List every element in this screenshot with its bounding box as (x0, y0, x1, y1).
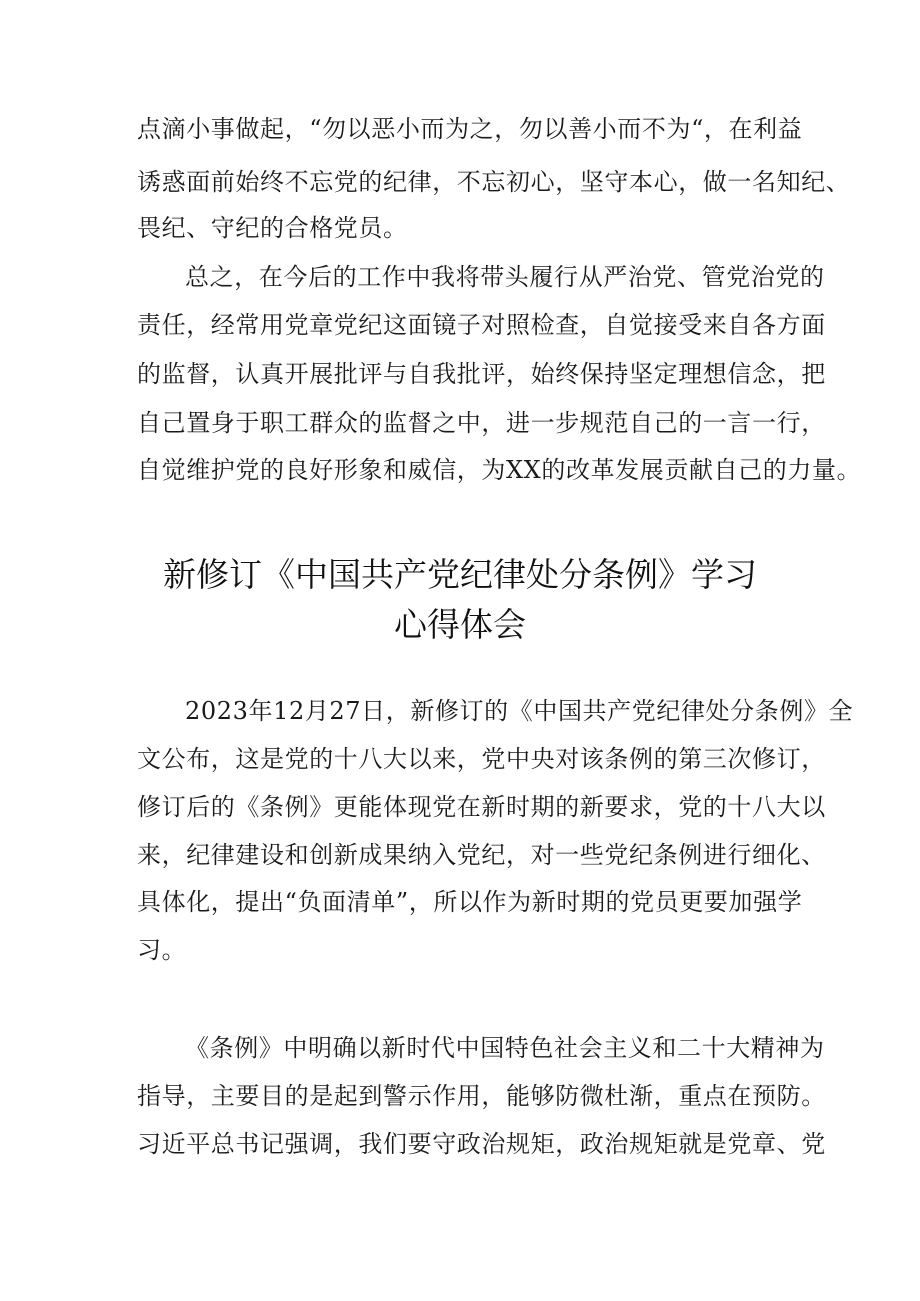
heading-line-1: 新修订《中国共产党纪律处分条例》学习 (163, 555, 757, 594)
text-line: 文公布，这是党的十八大以来，党中央对该条例的第三次修订， (137, 745, 826, 773)
text-line: 2023年12月27日，新修订的《中国共产党纪律处分条例》全 (185, 697, 854, 725)
text-line: 修订后的《条例》更能体现党在新时期的新要求，党的十八大以 (137, 793, 826, 821)
text-line: 的监督，认真开展批评与自我批评，始终保持坚定理想信念，把 (137, 360, 826, 388)
text-line: 点滴小事做起，“勿以恶小而为之，勿以善小而不为“，在利益 (137, 115, 803, 143)
text-line: 自觉维护党的良好形象和威信，为XX的改革发展贡献自己的力量。 (137, 456, 862, 484)
text-line: 《条例》中明确以新时代中国特色社会主义和二十大精神为 (185, 1034, 825, 1062)
text-line: 具体化，提出“负面清单”，所以作为新时期的党员更要加强学 (137, 888, 803, 916)
text-line: 习近平总书记强调，我们要守政治规矩，政治规矩就是党章、党 (137, 1130, 826, 1158)
text-line: 来，纪律建设和创新成果纳入党纪，对一些党纪条例进行细化、 (137, 841, 826, 869)
text-line: 指导，主要目的是起到警示作用，能够防微杜渐，重点在预防。 (137, 1082, 826, 1110)
heading-line-2: 心得体会 (394, 605, 526, 644)
text-line: 责任，经常用党章党纪这面镜子对照检查，自觉接受来自各方面 (137, 311, 826, 339)
text-line: 总之，在今后的工作中我将带头履行从严治党、管党治党的 (185, 263, 825, 291)
text-line: 畏纪、守纪的合格党员。 (137, 214, 408, 242)
text-line: 习。 (137, 936, 187, 964)
text-line: 自己置身于职工群众的监督之中，进一步规范自己的一言一行， (137, 409, 826, 437)
text-line: 诱惑面前始终不忘党的纪律，不忘初心，坚守本心，做一名知纪、 (137, 168, 851, 196)
